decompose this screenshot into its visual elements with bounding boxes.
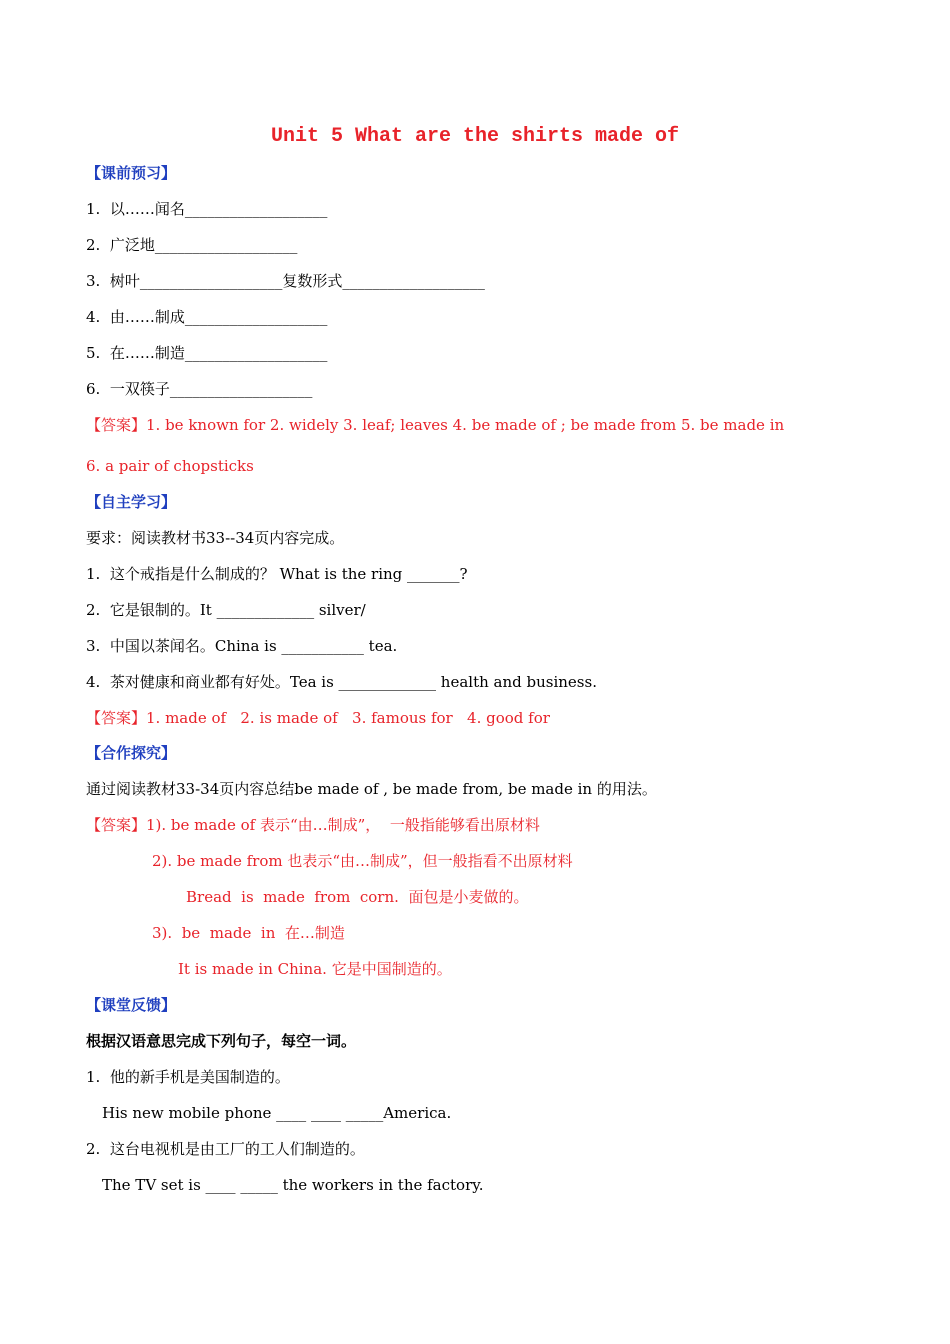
feedback-question-2-english: The TV set is ____ _____ the workers in the factory. xyxy=(102,1176,484,1194)
section-header-cooperation: 【合作探究】 xyxy=(86,744,177,762)
cooperation-answer-3: 3). be made in 在…制造 xyxy=(152,924,345,942)
self-study-item-3: 3. 中国以茶闻名。China is ___________ tea. xyxy=(86,637,398,655)
self-study-item-1: 1. 这个戒指是什么制成的？ What is the ring _______? xyxy=(86,565,468,583)
feedback-question-1-english: His new mobile phone ____ ____ _____America. xyxy=(102,1104,452,1122)
feedback-question-2: 2. 这台电视机是由工厂的工人们制造的。 xyxy=(86,1140,365,1158)
section-header-self-study: 【自主学习】 xyxy=(86,493,177,511)
cooperation-answer-2-example: Bread is made from corn. 面包是小麦做的。 xyxy=(186,888,529,906)
preview-answer-line-2: 6. a pair of chopsticks xyxy=(86,457,254,475)
feedback-instruction: 根据汉语意思完成下列句子，每空一词。 xyxy=(86,1032,357,1050)
self-study-answer: 【答案】1. made of 2. is made of 3. famous for 4. good for xyxy=(86,709,550,727)
cooperation-answer-3-example: It is made in China. 它是中国制造的。 xyxy=(178,960,452,978)
preview-item-4: 4. 由……制成___________________ xyxy=(86,308,328,326)
self-study-item-2: 2. 它是银制的。It _____________ silver/ xyxy=(86,601,366,619)
cooperation-answer-2: 2). be made from 也表示“由…制成”，但一般指看不出原材料 xyxy=(152,852,573,870)
section-header-preview: 【课前预习】 xyxy=(86,164,177,182)
self-study-item-4: 4. 茶对健康和商业都有好处。Tea is _____________ health and business. xyxy=(86,673,597,691)
cooperation-answer-1: 【答案】1). be made of 表示“由…制成”， 一般指能够看出原材料 xyxy=(86,816,540,834)
preview-item-3: 3. 树叶___________________复数形式___________________ xyxy=(86,272,485,290)
preview-item-1: 1. 以……闻名___________________ xyxy=(86,200,328,218)
preview-item-2: 2. 广泛地___________________ xyxy=(86,236,298,254)
feedback-question-1: 1. 他的新手机是美国制造的。 xyxy=(86,1068,290,1086)
cooperation-intro: 通过阅读教材33-34页内容总结be made of , be made from, be made in 的用法。 xyxy=(86,780,657,798)
section-header-feedback: 【课堂反馈】 xyxy=(86,996,177,1014)
self-study-requirement: 要求：阅读教材书33--34页内容完成。 xyxy=(86,529,345,547)
preview-item-6: 6. 一双筷子___________________ xyxy=(86,380,313,398)
page-title: Unit 5 What are the shirts made of xyxy=(270,125,680,148)
preview-answer-line-1: 【答案】1. be known for 2. widely 3. leaf; leaves 4. be made of ; be made from 5. be made in xyxy=(86,416,785,434)
preview-item-5: 5. 在……制造___________________ xyxy=(86,344,328,362)
